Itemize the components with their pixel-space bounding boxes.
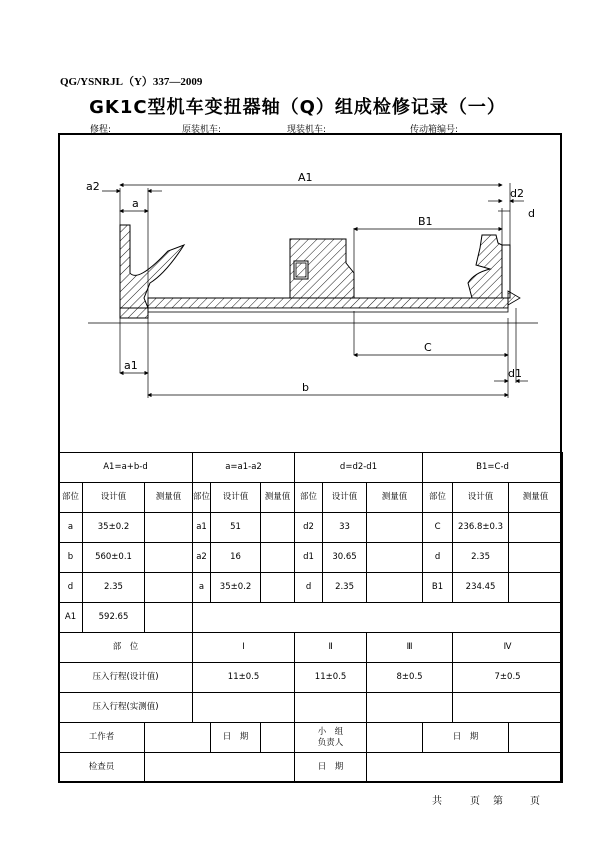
part-cell: d — [59, 573, 83, 603]
design-cell: 30.65 — [323, 543, 367, 573]
dim-label-b: b — [302, 381, 309, 394]
measured-cell[interactable] — [145, 603, 193, 633]
footer-page: 页 — [530, 796, 540, 807]
press-design-1: 11±0.5 — [193, 663, 295, 693]
footer-page: 页 — [470, 796, 480, 807]
formula-B1: B1=C-d — [423, 453, 563, 483]
press-design-2: 11±0.5 — [295, 663, 367, 693]
press-position-3: Ⅲ — [367, 633, 453, 663]
design-cell: 35±0.2 — [211, 573, 261, 603]
press-actual-3[interactable] — [367, 693, 453, 723]
design-cell: 2.35 — [453, 543, 509, 573]
date-field[interactable] — [261, 723, 295, 753]
header-part: 部位 — [193, 483, 211, 513]
leader-label-line1: 小 组 — [317, 726, 344, 737]
dim-label-a2: a2 — [86, 180, 100, 193]
part-cell: a — [59, 513, 83, 543]
part-cell: d1 — [295, 543, 323, 573]
measured-cell[interactable] — [509, 513, 563, 543]
dim-label-B1: B1 — [418, 215, 433, 228]
worker-field[interactable] — [145, 723, 211, 753]
date-label: 日 期 — [423, 723, 509, 753]
leader-field[interactable] — [367, 723, 423, 753]
measured-cell[interactable] — [367, 573, 423, 603]
press-position-2: Ⅱ — [295, 633, 367, 663]
dim-label-A1: A1 — [298, 171, 313, 184]
press-actual-1[interactable] — [193, 693, 295, 723]
field-gearbox-number: 传动箱编号: — [410, 125, 459, 135]
part-cell: b — [59, 543, 83, 573]
date-field[interactable] — [509, 723, 563, 753]
inspector-label: 检查员 — [59, 753, 145, 783]
design-cell: 16 — [211, 543, 261, 573]
formula-a: a=a1-a2 — [193, 453, 295, 483]
press-position-1: Ⅰ — [193, 633, 295, 663]
formula-d: d=d2-d1 — [295, 453, 423, 483]
header-part: 部位 — [295, 483, 323, 513]
header-measured: 测量值 — [145, 483, 193, 513]
field-original-loco: 原装机车: — [182, 125, 222, 135]
part-cell: a1 — [193, 513, 211, 543]
date-label: 日 期 — [295, 753, 367, 783]
measurement-table — [58, 452, 563, 783]
formula-A1: A1=a+b-d — [59, 453, 193, 483]
press-actual-4[interactable] — [453, 693, 563, 723]
header-measured: 测量值 — [509, 483, 563, 513]
standard-code: QG/YSNRJL（Y）337—2009 — [60, 76, 203, 88]
inspector-field[interactable] — [145, 753, 295, 783]
footer-total: 共 — [432, 796, 442, 807]
measured-cell[interactable] — [509, 543, 563, 573]
measured-cell[interactable] — [261, 573, 295, 603]
part-cell: C — [423, 513, 453, 543]
design-cell: 234.45 — [453, 573, 509, 603]
measured-cell[interactable] — [261, 543, 295, 573]
design-cell: 560±0.1 — [83, 543, 145, 573]
header-measured: 测量值 — [261, 483, 295, 513]
part-cell: d — [295, 573, 323, 603]
dim-label-d: d — [528, 207, 535, 220]
worker-label: 工作者 — [59, 723, 145, 753]
header-design: 设计值 — [211, 483, 261, 513]
header-design: 设计值 — [453, 483, 509, 513]
measured-cell[interactable] — [367, 543, 423, 573]
design-cell: 51 — [211, 513, 261, 543]
measured-cell[interactable] — [145, 543, 193, 573]
part-cell: a2 — [193, 543, 211, 573]
design-cell: 33 — [323, 513, 367, 543]
press-design-label: 压入行程(设计值) — [59, 663, 193, 693]
part-cell: A1 — [59, 603, 83, 633]
press-actual-label: 压入行程(实测值) — [59, 693, 193, 723]
press-position-4: Ⅳ — [453, 633, 563, 663]
design-cell: 592.65 — [83, 603, 145, 633]
part-cell: d — [423, 543, 453, 573]
field-current-loco: 现装机车: — [287, 125, 327, 135]
design-cell: 35±0.2 — [83, 513, 145, 543]
header-part: 部位 — [423, 483, 453, 513]
press-position-label: 部 位 — [59, 633, 193, 663]
design-cell: 2.35 — [323, 573, 367, 603]
press-design-4: 7±0.5 — [453, 663, 563, 693]
dim-label-a: a — [132, 197, 139, 210]
field-repair-level: 修程: — [90, 125, 112, 135]
header-design: 设计值 — [83, 483, 145, 513]
part-cell: d2 — [295, 513, 323, 543]
design-cell: 236.8±0.3 — [453, 513, 509, 543]
dim-label-d1: d1 — [508, 367, 522, 380]
dim-label-d2: d2 — [510, 187, 524, 200]
header-measured: 测量值 — [367, 483, 423, 513]
measured-cell[interactable] — [145, 573, 193, 603]
page-title: GK1C型机车变扭器轴（Q）组成检修记录（一） — [89, 97, 506, 118]
date-field[interactable] — [367, 753, 563, 783]
footer-no: 第 — [493, 796, 503, 807]
leader-label-line2: 负责人 — [317, 737, 344, 748]
measured-cell[interactable] — [367, 513, 423, 543]
part-cell: a — [193, 573, 211, 603]
date-label: 日 期 — [211, 723, 261, 753]
press-actual-2[interactable] — [295, 693, 367, 723]
shaft-drawing — [58, 133, 562, 453]
empty-cell — [193, 603, 563, 633]
dim-label-a1: a1 — [124, 359, 138, 372]
design-cell: 2.35 — [83, 573, 145, 603]
measured-cell[interactable] — [145, 513, 193, 543]
leader-label — [295, 723, 367, 753]
measured-cell[interactable] — [509, 573, 563, 603]
dim-label-C: C — [424, 341, 432, 354]
header-part: 部位 — [59, 483, 83, 513]
part-cell: B1 — [423, 573, 453, 603]
measured-cell[interactable] — [261, 513, 295, 543]
press-design-3: 8±0.5 — [367, 663, 453, 693]
header-design: 设计值 — [323, 483, 367, 513]
